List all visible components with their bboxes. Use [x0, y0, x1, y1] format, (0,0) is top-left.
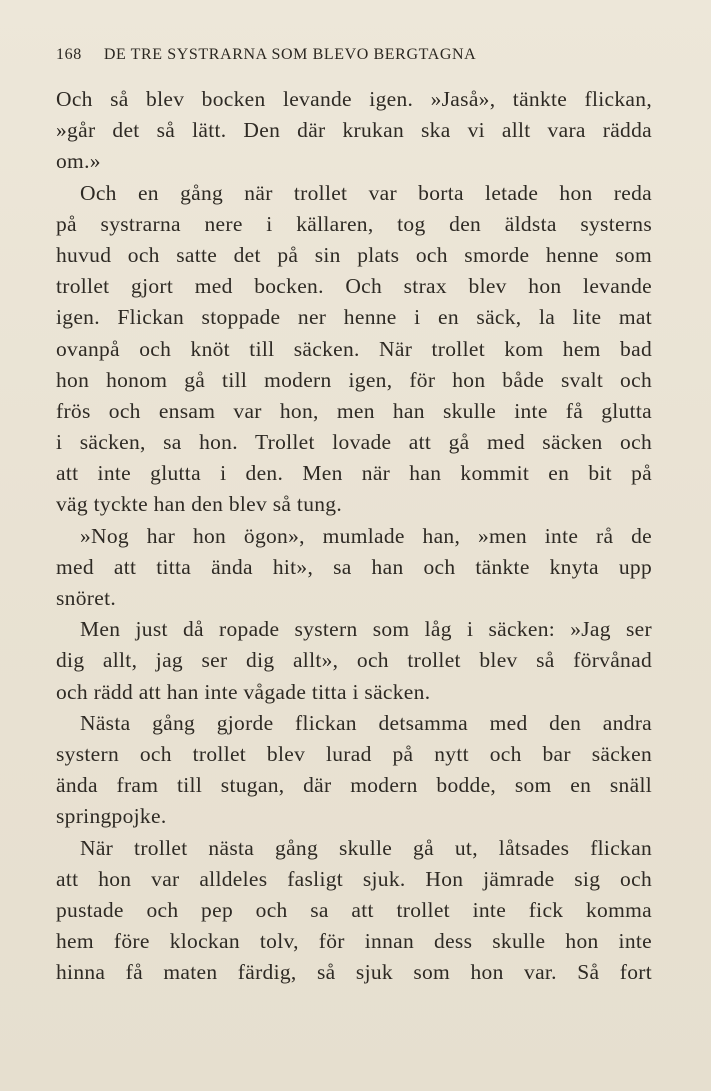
text-line: hem före klockan tolv, för innan dess skulle hon inte	[56, 929, 652, 954]
text-line: »går det så lätt. Den där krukan ska vi allt vara rädda	[56, 118, 652, 143]
text-line: springpojke.	[56, 804, 167, 829]
text-line: att inte glutta i den. Men när han kommit en bit på	[56, 461, 652, 486]
text-line: att hon var alldeles fasligt sjuk. Hon jämrade sig och	[56, 866, 652, 891]
text-line: dig allt, jag ser dig allt», och trollet blev så förvånad	[56, 648, 652, 673]
running-head	[56, 46, 656, 70]
text-line: »Nog har hon ögon», mumlade han, »men inte rå de	[80, 523, 652, 548]
text-line: Och en gång när trollet var borta letade hon reda	[80, 180, 652, 205]
text-line: hon honom gå till modern igen, för hon både svalt och	[56, 367, 652, 392]
body-text	[56, 84, 652, 988]
text-line: frös och ensam var hon, men han skulle inte få glutta	[56, 398, 652, 423]
text-line: med att titta ända hit», sa han och tänkte knyta upp	[56, 554, 652, 579]
text-line: ända fram till stugan, där modern bodde, som en snäll	[56, 773, 652, 798]
text-line: systern och trollet blev lurad på nytt och bar säcken	[56, 741, 652, 766]
text-line: huvud och satte det på sin plats och smorde henne som	[56, 242, 652, 267]
text-line: ovanpå och knöt till säcken. När trollet kom hem bad	[56, 336, 652, 361]
text-line: på systrarna nere i källaren, tog den äldsta systerns	[56, 211, 652, 236]
text-line: När trollet nästa gång skulle gå ut, låtsades flickan	[80, 835, 652, 860]
text-line: Men just då ropade systern som låg i säcken: »Jag ser	[80, 617, 652, 642]
page-number: 168	[56, 46, 82, 63]
text-line: pustade och pep och sa att trollet inte fick komma	[56, 897, 652, 922]
running-title: DE TRE SYSTRARNA SOM BLEVO BERGTAGNA	[103, 46, 477, 63]
text-line: i säcken, sa hon. Trollet lovade att gå med säcken och	[56, 430, 652, 455]
text-line: trollet gjort med bocken. Och strax blev hon levande	[56, 274, 652, 299]
text-line: om.»	[56, 149, 101, 174]
text-line: väg tyckte han den blev så tung.	[56, 492, 343, 517]
text-line: och rädd att han inte vågade titta i säcken.	[56, 679, 431, 704]
text-line: snöret.	[56, 586, 117, 610]
text-line: Nästa gång gjorde flickan detsamma med den andra	[80, 710, 652, 735]
text-line: hinna få maten färdig, så sjuk som hon var. Så fort	[56, 960, 652, 985]
text-line: Och så blev bocken levande igen. »Jaså», tänkte flickan,	[56, 87, 652, 111]
text-line: igen. Flickan stoppade ner henne i en säck, la lite mat	[56, 305, 652, 330]
